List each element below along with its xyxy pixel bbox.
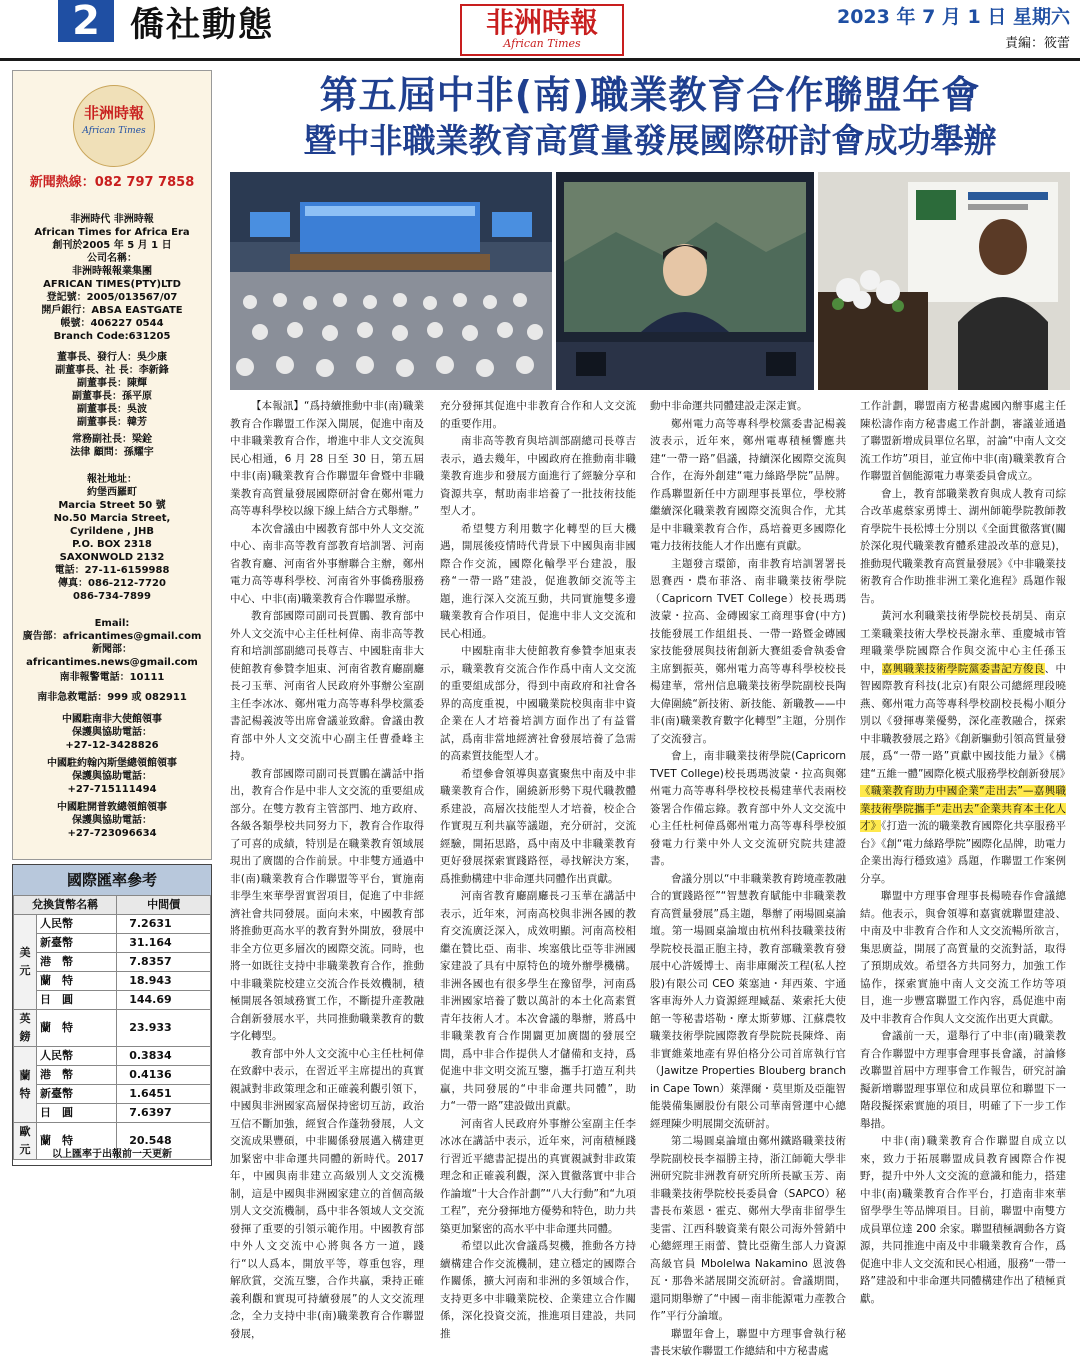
rates-update-note: 以上匯率于出報前一天更新 [52, 1149, 172, 1160]
podium-speaker-image [818, 172, 1070, 390]
rate-row [14, 1047, 211, 1066]
consulate-jhb-contact: 中國駐約翰內斯堡總領館領事 保護與協助電話： +27-715111494 [47, 758, 177, 795]
paragraph: 充分發揮其促進中非教育合作和人文交流的重要作用。 [440, 400, 636, 430]
masthead-logo [460, 4, 624, 56]
text-run: 黃河水利職業技術學院校長胡昊、南京工業職業技術大學校長謝永華、重慶城市管理職業學院國際合作與交流中心主任孫玉中， [860, 610, 1066, 675]
text-run: 、中智國際教育科技(北京)有限公司總經理段曉燕、鄭州電力高等專科學校副校長楊小順分別以《發揮專業優勢，深化產教融合，探索中非職教發展之路》《創新驅動引領高質量發展，爲“一帶一路”貢獻中國技能力量》《構建“五維一體”國際化模式服務學校創新發展》 [860, 662, 1071, 780]
currency-column-header: 兌換貨幣名稱 [14, 896, 117, 915]
rates-header-row [14, 896, 211, 915]
staff-list-2: 常務副社長：梁銓 法律 顧問：孫耀宇 [70, 434, 154, 458]
subheadline: 暨中非職業教育高質量發展國際研討會成功舉辦 [303, 121, 997, 160]
rate-value: 18.943 [117, 972, 211, 991]
currency-group-gbp: 英鎊 [14, 1010, 37, 1047]
paragraph: 本次會議由中國教育部中外人文交流中心、南非高等教育部教育培訓署、河南省教育廳、河南省外事辦聯合主辦，鄭州電力高等專科學校、河南省外事僑務服務中心、中非(南)職業教育合作聯盟承辦。 [230, 522, 424, 605]
currency-group-zar: 蘭特 [14, 1047, 37, 1123]
paragraph: 動中非命運共同體建設走深走實。 [650, 400, 808, 412]
paragraph: 教育部中外人文交流中心主任杜柯偉在致辭中表示，在習近平主席提出的真實親誠對非政策理念和正確義利觀引領下，中國與非洲國家高層保持密切互訪，政治互信不斷加強，經貿合作蓬勃發展，人文交流成果豐碩，中非關係發展邁入構建更加緊密中非命運共同體的新時代。2017 年，中國與南非建立高級別人文交流機制，這是中國與非洲國家建立的首個高級別人文交流機制，爲中非各領域人文交流發揮了重要的引領示範作用。中國教育部中外人文交流中心將與各方一道，踐行“以人爲本，開放平等，尊重包容，理解欣賞，交流互鑒，合作共贏，秉持正確義利觀和實現可持續發展”的人文交流理念，全力支持中非(南)職業教育合作聯盟發展， [230, 1047, 424, 1340]
podium-speaker-photo [818, 172, 1070, 390]
conference-hall-image [230, 172, 552, 390]
article-column-3 [650, 398, 846, 1357]
paragraph: 會上，南非職業技術學院(Capricorn TVET College)校長瑪瑪波蒙・拉高與鄭州電力高等專科學校校長楊建華代表兩校簽署合作備忘錄。教育部中外人文交流中心主任杜柯偉爲鄭州電力高等專科學校頒發電力行業中外人文交流研究院共建證書。 [650, 750, 846, 867]
emergency-phone: 南非急救電話：999 或 082911 [37, 692, 187, 703]
sidebar-logo [73, 85, 155, 167]
paragraph: 教育部國際司副司長賈鵬、教育部中外人文交流中心主任杜柯偉、南非高等教育和培訓部副總司長尊吉、中國駐南非大使館教育參贊李旭東、河南省教育廳副廳長刁玉華、河南省人民政府外事辦公室副主任李冰冰、鄭州電力高等專科學校黨委書記楊義波等出席會議並致辭。會議由教育部中外人文交流中心副主任曹叠峰主持。 [230, 610, 424, 762]
rate-value: 7.6397 [117, 1104, 211, 1123]
rate-value: 7.8357 [117, 953, 211, 972]
consulate-cpt-contact: 中國駐開普敦總領館領事 保護與協助電話： +27-723096634 [57, 802, 167, 839]
paragraph: 會上，教育部職業教育與成人教育司綜合改革處蔡家勇博士、湖州師範學院教師教育學院牛長松博士分別以《全面貫徹落實(關於深化現代職業教育體系建設改革的意見)，推動現代職業教育高質量發展》《中非職業技術教育合作助推非洲工業化進程》爲題作報告。 [860, 487, 1066, 605]
address-info: 報社地址： 約堡西羅町 Marcia Street 50 號 No.50 Marcia Street, Cyrildene , JHB P.O. BOX 2318 SAXONWOLD 2132 電話：27-11-6159988 傳真：086-212-7720 086-734-7899 [53, 474, 171, 602]
paragraph: 河南省人民政府外事辦公室副主任李冰冰在講話中表示，近年來，河南積極踐行習近平總書記提出的真實親誠對非政策理念和正確義利觀，深入貫徹落實中非合作論壇“十大合作計劃”“八大行動”和“九項工程”，充分發揮地方優勢和特色，助力共築更加緊密的高水平中非命運共同體。 [440, 1117, 636, 1235]
paragraph: 希望參會領導與嘉賓聚焦中南及中非職業教育合作，圍繞新形勢下現代職教體系建設，高層次技能型人才培養，校企合作實現互利共贏等議題，充分研討，交流經驗，開拓思路，爲中南及中非職業教育更好發展探索實踐路徑，尋找解決方案，爲推動構建中非命運共同體作出貢獻。 [440, 767, 636, 885]
paragraph [860, 608, 1071, 888]
rate-row [14, 953, 211, 972]
masthead-subtitle: African Times [503, 37, 581, 50]
paragraph: 南非高等教育與培訓部副總司長尊吉表示，過去幾年，中國政府在推動南非職業教育進步和發展方面進行了經驗分享和資源共享，幫助南非培養了一批技術技能型人才。 [440, 435, 636, 517]
article-column-4 [860, 398, 1071, 1305]
article-column-2 [440, 398, 636, 1340]
rate-row [14, 1010, 211, 1047]
editor-credit: 責編：筱蕾 [1004, 36, 1070, 51]
sidebar-logo-title: 非洲時報 [83, 104, 144, 122]
rate-name: 日 圓 [37, 1104, 117, 1123]
paragraph: 河南省教育廳副廳長刁玉華在講話中表示，近年來，河南高校與非洲各國的教育交流廣泛深入，成效明顯。河南高校相繼在贊比亞、南非、埃塞俄比亞等非洲國家建設了具有中原特色的境外辦學機構。非洲各國也有很多學生在豫留學，河南爲非洲國家培養了數以萬計的本土化高素質青年技術人才。本次會議的舉辦，將爲中非職業教育合作開闢更加廣闊的發展空間，爲中非合作提供人才儲備和支持，爲促進中非文明交流互鑒，攜手打造互利共贏，共同發展的“中非命運共同體”，助力“一帶一路”建設做出貢獻。 [440, 890, 636, 1112]
police-phone: 南非報警電話：10111 [59, 672, 165, 683]
conference-hall-photo [230, 172, 552, 390]
rate-name: 蘭 特 [37, 972, 117, 991]
rate-value: 31.164 [117, 934, 211, 953]
paragraph: 會議前一天，還舉行了中非(南)職業教育合作聯盟中方理事會理事長會議，討論修改聯盟首屆中方理事會工作報告，研究討論擬新增聯盟理事單位和成員單位和聯盟下一階段擬探索實施的項目，明確了下一步工作舉措。 [860, 1030, 1066, 1130]
highlighted-text: 嘉興職業技術學院黨委書記方俊良 [881, 662, 1045, 675]
rate-row [14, 1104, 211, 1123]
paragraph: 教育部國際司副司長賈鵬在講話中指出，教育合作是中非人文交流的重要組成部分。在雙方教育主管部門、地方政府、各級各類學校共同努力下，教育合作取得了可喜的成績，特別是在職業教育領域展現出了廣闊的合作前景。中非雙方通過中非(南)職業教育合作聯盟等平台，實施南非學生來華學習實習項目，促進了中非經濟社會共同發展。面向未來，中國教育部將推動更高水平的教育對外開放，發展中非全方位更多層次的國際交流。同時，也將一如既往支持中非職業教育合作，推動中非職業院校建立交流合作長效機制，積極開展各領域務實工作，不斷提升產教融合創新發展水平，共同推動職業教育的數字化轉型。 [230, 767, 424, 1042]
rate-value: 0.3834 [117, 1047, 211, 1066]
page-header [0, 0, 1080, 61]
company-info: 非洲時代 非洲時報 African Times for Africa Era 創刊於2005 年 5 月 1 日 公司名稱： 非洲時報報業集團 AFRICAN TIMES(PTY)LTD 登記號：2005/013567/07 開戶銀行：ABSA EASTGATE 帳號：406227 0544 Branch Code:631205 [34, 214, 190, 342]
paragraph: 中國駐南非大使館教育參贊李旭東表示，職業教育交流合作作爲中南人文交流的重要組成部分，得到中南政府和社會各界的高度重視，中國職業院校與南非中資企業在人才培養培訓方面作出了有益嘗試，爲南非當地經濟社會發展培養了急需的高素質技能型人才。 [440, 645, 636, 762]
video-speaker-image [556, 172, 814, 390]
exchange-rates-box [12, 864, 212, 1166]
rate-name: 人民幣 [37, 915, 117, 934]
paragraph: 中非(南)職業教育合作聯盟自成立以來，致力于拓展聯盟成員教育國際合作視野，提升中外人文交流的意識和能力，搭建中非(南)職業教育合作平台，打造南非來華留學學生等品牌項目。目前，聯盟中南雙方成員單位達 200 余家。聯盟積極調動各方資源，共同推進中南及中非職業教育合作，爲促進中非人文交流和民心相通，服務“一帶一路”建設和中非命運共同體構建作出了積極貢獻。 [860, 1135, 1066, 1305]
currency-group-eur: 歐元 [14, 1123, 37, 1160]
mid-price-column-header: 中間價 [117, 896, 211, 915]
sidebar-logo-subtitle: African Times [82, 126, 146, 136]
exchange-rates-title: 國際匯率參考 [13, 865, 211, 895]
rate-row [14, 1085, 211, 1104]
rate-value: 7.2631 [117, 915, 211, 934]
rate-name: 蘭 特 [37, 1010, 117, 1047]
paragraph: 工作計劃，聯盟南方秘書處國內辦事處主任陳松濤作南方秘書處工作計劃，審議並通過了聯盟新增成員單位名單，討論“中南人文交流工作坊”項目，並宣佈中非(南)職業教育合作聯盟首個能源電力專業委員會成立。 [860, 400, 1066, 482]
rate-name: 新臺幣 [37, 934, 117, 953]
section-title: 僑社動態 [130, 5, 274, 45]
paragraph: 會議分別以“中非職業教育跨境產教融合的實踐路徑”“智慧教育賦能中非職業教育高質量發展”爲主題，舉辦了兩場圓桌論壇。第一場圓桌論壇由杭州科技職業技術學院校長溫正胞主持，教育部職業教育發展中心許媛博士、南非庫爾茨工程(私人控股)有限公司 CEO 萊塞迪・拜西萊、宇通客車海外人力資源經理臧磊、萊索托大使館一等秘書塔勒・摩太斯萝娜、江蘇農牧職業技術學院國際教育學院院長陳烽、南非實維萊地產有界伯格分公司首席執行官（Jawitze Properties Blouberg branch in Cape Town）萊澤爾・莫里斯及亞龍智能裝備集團股份有限公司華南營運中心總經理陳少明展開交流研討。 [650, 872, 846, 1130]
rate-row [14, 1066, 211, 1085]
rate-row [14, 972, 211, 991]
rate-value: 0.4136 [117, 1066, 211, 1085]
issue-date: 2023 年 7 月 1 日 星期六 [836, 6, 1070, 28]
paragraph: 鄭州電力高等專科學校黨委書記楊義波表示，近年來，鄭州電專積極響應共建“一帶一路”倡議，持續深化國際交流與合作，在海外創建“電力絲路學院”品牌。作爲聯盟新任中方副理事長單位，學校將繼續深化職業教育國際交流與合作，尤其是中非職業教育合作，爲培養更多國際化電力技術技能人才作出應有貢獻。 [650, 417, 846, 552]
rate-name: 人民幣 [37, 1047, 117, 1066]
rate-name: 蘭 特 [37, 1123, 117, 1160]
sidebar-info-panel [12, 70, 212, 860]
paragraph: 【本報訊】“爲持續推動中非(南)職業教育合作聯盟工作深入開展，促進中南及中非職業教育合作，增進中非人文交流與民心相通，6 月 28 日至 30 日，第五屆中非(南)職業教育合作聯盟年會暨中非職業教育高質量發展國際研討會在鄭州電力高等專科學校以線下線上結合方式舉辦。” [230, 400, 424, 517]
paragraph: 希望以此次會議爲契機，推動各方持續構建合作交流機制，建立穩定的國際合作關係，擴大河南和非洲的多領域合作，支持更多中非職業院校、企業建立合作關係，深化投資交流，推進項目建設，共同推 [440, 1240, 636, 1340]
staff-list: 董事長、發行人：吳少康 副董事長、社 長：李新鋒 副董事長：陳輝 副董事長：孫平原 副董事長：吳波 副董事長：韓芳 [55, 352, 169, 428]
headline: 第五屆中非(南)職業教育合作聯盟年會 [319, 73, 981, 117]
news-hotline: 新聞熱線：082 797 7858 [29, 175, 195, 190]
highlighted-text: 《職業教育助力中國企業“走出去”—嘉興職業技術學院攜手“走出去”企業共育本土化人才》 [860, 785, 1066, 832]
email-info: Email: 廣告部：africantimes@gmail.com 新聞部：africantimes.news@gmail.com [22, 618, 202, 668]
paragraph: 主題發言環節，南非教育培訓署署長恩賽西・農布菲洛、南非職業技術學院（Capricorn TVET College）校長瑪瑪波蒙・拉高、金磚國家工商理事會(中方)技能發展工作組組長、一帶一路暨金磚國家技能發展與技術創新大賽組委會執委會主席劉振英，鄭州電力高等專科學校校長楊建華，常州信息職業技術學院副校長陶大偉圍繞“新技術、新技能、新職教——中非(南)職業教育數字化轉型”主題，分別作了交流發言。 [650, 557, 846, 745]
paragraph: 聯盟年會上，聯盟中方理事會執行秘書長宋敏作聯盟工作總結和中方秘書處 [650, 1327, 846, 1357]
rate-row [14, 991, 211, 1010]
rate-value: 20.548 [117, 1123, 211, 1160]
rate-name: 港 幣 [37, 953, 117, 972]
rate-row [14, 934, 211, 953]
masthead-title: 非洲時報 [485, 6, 598, 39]
rate-value: 23.933 [117, 1010, 211, 1047]
rate-name: 新臺幣 [37, 1085, 117, 1104]
exchange-rates-table [13, 895, 211, 1160]
rate-name: 日 圓 [37, 991, 117, 1010]
section-number: 2 [58, 0, 114, 42]
rate-value: 144.69 [117, 991, 211, 1010]
paragraph: 希望雙方利用數字化轉型的巨大機遇，開展後疫情時代背景下中國與南非國際合作交流，國際化輸學平台建設，服務“一帶一路”建設，促進教師交流等主題，進行深入交流互動，共同實施雙多邊職業教育合作項目，促進中非人文交流和民心相通。 [440, 522, 636, 640]
paragraph: 第二場圓桌論壇由鄭州鐵路職業技術學院副校長李福勝主持，浙江師範大學非洲研究院非洲教育研究所所長歐玉芳、南非職業技術學院校長委員會（SAPCO）秘書長布萊恩・霍克、鄭州大學南非留學生斐雷、江西科駿資業有限公司海外營銷中心總經理王雨蕾、贊比亞衛生部人力資源高級官員 Mbolelwa Nakamino 恩波魯瓦・那魯米諾展開交流研討。會議期間，還同期舉辦了“中國－南非能源電力產教合作”平行分論壇。 [650, 1135, 846, 1322]
text-run: 《打造一流的職業教育國際化共享服務平台》《創“電力絲路學院”國際化品牌，助電力企業出海行穩致遠》爲題，作聯盟工作案例分享。 [860, 820, 1067, 885]
rate-name: 港 幣 [37, 1066, 117, 1085]
embassy-contact: 中國駐南非大使館領事 保護與協助電話： +27-12-3428826 [62, 714, 162, 751]
currency-group-usd: 美元 [14, 915, 37, 1010]
rate-value: 1.6451 [117, 1085, 211, 1104]
article-column-1 [230, 398, 424, 1340]
rate-row [14, 915, 211, 934]
paragraph: 聯盟中方理事會理事長楊曉春作會議總結。他表示，與會領導和嘉賓就聯盟建設、中南及中非教育合作和人文交流暢所欲言，集思廣益，開展了高質量的交流對話，取得了預期成效。希望各方共同努力，加強工作協作，探索實施中南人文交流工作坊等項目，進一步豐富聯盟工作內容，爲促進中南及中非教育合作與人文交流作出更大貢獻。 [860, 890, 1066, 1025]
video-speaker-photo [556, 172, 814, 390]
